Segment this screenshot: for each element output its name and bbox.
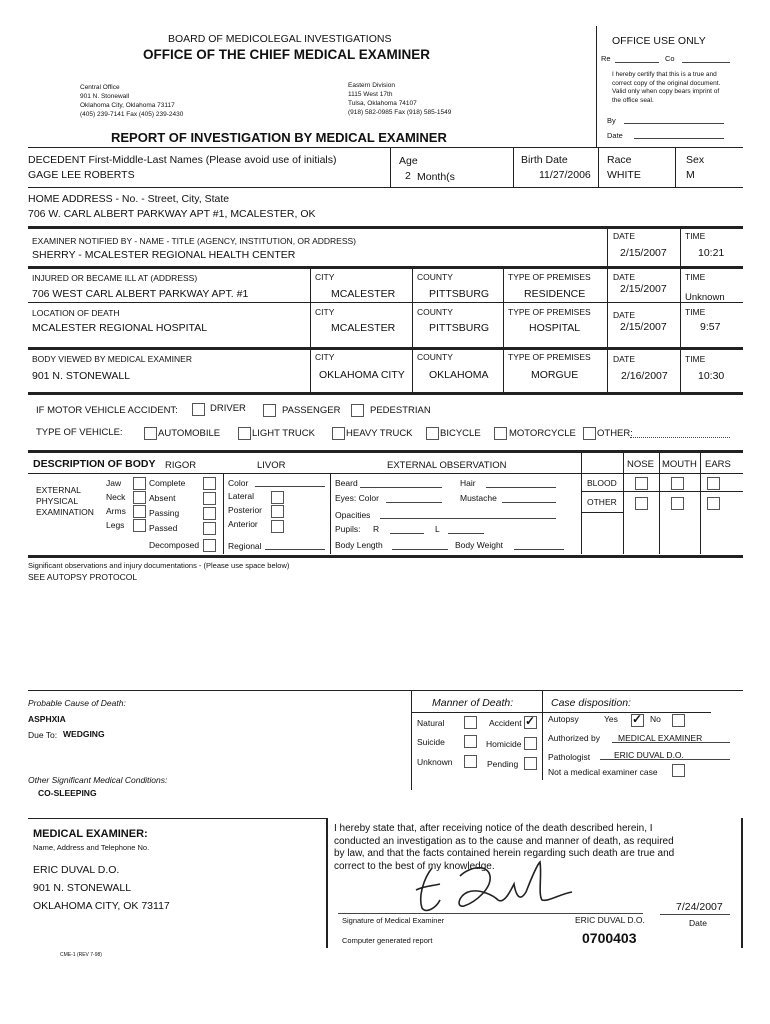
race: WHITE: [607, 169, 641, 181]
signature-name: ERIC DUVAL D.O.: [575, 915, 645, 925]
body-viewed-address: 901 N. STONEWALL: [32, 370, 131, 382]
rigor-jaw-checkbox[interactable]: [133, 477, 146, 490]
birth-date: 11/27/2006: [539, 169, 591, 181]
pedestrian-label: PEDESTRIAN: [370, 405, 431, 416]
eastern-division-address: Eastern Division 1115 West 17th Tulsa, Oklahoma 74107 (918) 582-0985 Fax (918) 585-1549: [348, 82, 452, 116]
notified-label: EXAMINER NOTIFIED BY - NAME - TITLE (AGENCY, INSTITUTION, OR ADDRESS): [32, 236, 356, 246]
other-vehicle-label: OTHER:: [597, 428, 633, 439]
date-label: Date: [607, 131, 623, 140]
autopsy-yes-check-mark: ✓: [632, 712, 643, 726]
sex: M: [686, 169, 695, 181]
viewed-county: OKLAHOMA: [429, 369, 489, 381]
certification-date-label: Date: [689, 918, 707, 928]
external-observation-label: EXTERNAL OBSERVATION: [387, 460, 507, 471]
rigor-passed: Passed: [149, 523, 178, 533]
pending-checkbox[interactable]: [524, 757, 537, 770]
livor-posterior: Posterior: [228, 505, 263, 515]
central-office-address: Central Office 901 N. Stonewall Oklahoma City, Oklahoma 73117 (405) 239-7141 Fax (405) 239-2430: [80, 84, 184, 118]
viewed-county-label: COUNTY: [417, 352, 453, 362]
other-fluid-label: OTHER: [587, 497, 617, 507]
injured-city: MCALESTER: [331, 288, 396, 300]
injured-county: PITTSBURG: [429, 288, 490, 300]
notified-date: 2/15/2007: [620, 247, 667, 259]
manner-natural: Natural: [417, 718, 445, 728]
autopsy-no-checkbox[interactable]: [672, 714, 685, 727]
not-me-case-label: Not a medical examiner case: [548, 767, 658, 777]
complete-checkbox[interactable]: [203, 477, 216, 490]
home-address-label: HOME ADDRESS - No. - Street, City, State: [28, 193, 230, 205]
age-value: 2: [405, 170, 411, 182]
death-premises: HOSPITAL: [529, 322, 581, 334]
death-time: 9:57: [700, 321, 721, 333]
mouth-label: MOUTH: [662, 459, 697, 470]
rigor-passing: Passing: [149, 508, 180, 518]
rigor-neck: Neck: [106, 492, 126, 502]
death-city: MCALESTER: [331, 322, 396, 334]
injured-date: 2/15/2007: [620, 283, 667, 295]
decomposed-checkbox[interactable]: [203, 539, 216, 552]
obs-opacities: Opacities: [335, 510, 371, 520]
report-title: REPORT OF INVESTIGATION BY MEDICAL EXAMINER: [111, 130, 447, 145]
bicycle-label: BICYCLE: [440, 428, 481, 439]
authorized-by-label: Authorized by: [548, 733, 600, 743]
rigor-arms: Arms: [106, 506, 126, 516]
rigor-legs: Legs: [106, 520, 125, 530]
other-conditions-label: Other Significant Medical Conditions:: [28, 775, 168, 785]
age-label: Age: [399, 155, 418, 167]
notified-value: SHERRY - MCALESTER REGIONAL HEALTH CENTER: [32, 249, 296, 261]
medical-examiner-subtitle: Name, Address and Telephone No.: [33, 843, 150, 852]
autopsy-no-label: No: [650, 714, 661, 724]
viewed-time: 10:30: [698, 370, 725, 382]
passenger-checkbox[interactable]: [263, 404, 276, 417]
due-to-label: Due To:: [28, 730, 58, 740]
passenger-label: PASSENGER: [282, 405, 341, 416]
unknown-checkbox[interactable]: [464, 755, 477, 768]
rigor-neck-checkbox[interactable]: [133, 491, 146, 504]
viewed-time-label: TIME: [685, 354, 706, 364]
ears-label: EARS: [705, 459, 731, 470]
manner-accident: Accident: [489, 718, 522, 728]
light-truck-label: LIGHT TRUCK: [252, 428, 315, 439]
nose-blood-checkbox[interactable]: [635, 477, 648, 490]
autopsy-yes-label: Yes: [604, 714, 618, 724]
livor-anterior: Anterior: [228, 519, 258, 529]
signature-label: Signature of Medical Examiner: [342, 916, 445, 925]
probable-cause: ASPHXIA: [28, 714, 66, 724]
blood-label: BLOOD: [587, 478, 617, 488]
office-use-title: OFFICE USE ONLY: [612, 35, 706, 47]
bicycle-checkbox[interactable]: [426, 427, 439, 440]
heavy-truck-label: HEAVY TRUCK: [346, 428, 413, 439]
death-date: 2/15/2007: [620, 321, 667, 333]
natural-checkbox[interactable]: [464, 716, 477, 729]
motorcycle-label: MOTORCYCLE: [509, 428, 576, 439]
injured-label: INJURED OR BECAME ILL AT (ADDRESS): [32, 273, 198, 283]
signature-image: [410, 856, 580, 918]
injured-premises: RESIDENCE: [524, 288, 586, 300]
manner-suicide: Suicide: [417, 737, 445, 747]
heavy-truck-checkbox[interactable]: [332, 427, 345, 440]
decedent-name-label: DECEDENT First-Middle-Last Names (Please avoid use of initials): [28, 154, 337, 166]
vehicle-accident-label: IF MOTOR VEHICLE ACCIDENT:: [36, 405, 178, 416]
autopsy-label: Autopsy: [548, 714, 579, 724]
medical-examiner-name: ERIC DUVAL D.O.: [33, 864, 120, 876]
injured-county-label: COUNTY: [417, 272, 453, 282]
form-id: CME-1 (REV 7-98): [60, 952, 102, 958]
viewed-date-label: DATE: [613, 354, 636, 364]
injured-premises-label: TYPE OF PREMISES: [508, 272, 591, 282]
automobile-checkbox[interactable]: [144, 427, 157, 440]
pathologist-label: Pathologist: [548, 752, 591, 762]
co-label: Co: [665, 54, 675, 63]
posterior-checkbox[interactable]: [271, 505, 284, 518]
pedestrian-checkbox[interactable]: [351, 404, 364, 417]
obs-eye-color: Eyes: Color: [335, 493, 379, 503]
obs-pupil-left: L: [435, 524, 440, 534]
obs-body-length: Body Length: [335, 540, 383, 550]
rigor-label: RIGOR: [165, 460, 197, 471]
other-conditions: CO-SLEEPING: [38, 788, 97, 798]
body-viewed-label: BODY VIEWED BY MEDICAL EXAMINER: [32, 354, 192, 364]
livor-label: LIVOR: [257, 460, 286, 471]
mouth-other-checkbox[interactable]: [671, 497, 684, 510]
probable-cause-label: Probable Cause of Death:: [28, 698, 126, 708]
suicide-checkbox[interactable]: [464, 735, 477, 748]
driver-label: DRIVER: [210, 403, 246, 414]
ears-blood-checkbox[interactable]: [707, 477, 720, 490]
viewed-date: 2/16/2007: [621, 370, 668, 382]
medical-examiner-address2: OKLAHOMA CITY, OK 73117: [33, 900, 170, 912]
injured-time: Unknown: [685, 292, 725, 303]
decedent-name: GAGE LEE ROBERTS: [28, 169, 135, 181]
manner-title: Manner of Death:: [432, 697, 514, 709]
vehicle-type-label: TYPE OF VEHICLE:: [36, 427, 123, 438]
disposition-title: Case disposition:: [551, 697, 631, 709]
obs-beard: Beard: [335, 478, 358, 488]
nose-label: NOSE: [627, 459, 654, 470]
anterior-checkbox[interactable]: [271, 520, 284, 533]
obs-pupil-right: R: [373, 524, 380, 534]
rigor-complete: Complete: [149, 478, 186, 488]
obs-pupils: Pupils:: [335, 524, 361, 534]
other-vehicle-checkbox[interactable]: [583, 427, 596, 440]
viewed-city: OKLAHOMA CITY: [319, 369, 405, 381]
mouth-blood-checkbox[interactable]: [671, 477, 684, 490]
authorized-by: MEDICAL EXAMINER: [618, 733, 703, 743]
medical-examiner-title: MEDICAL EXAMINER:: [33, 828, 148, 840]
due-to: WEDGING: [63, 729, 105, 739]
injured-time-label: TIME: [685, 272, 706, 282]
re-label: Re: [601, 54, 611, 63]
rigor-arms-checkbox[interactable]: [133, 505, 146, 518]
rigor-jaw: Jaw: [106, 478, 122, 488]
livor-lateral: Lateral: [228, 491, 254, 501]
death-location-label: LOCATION OF DEATH: [32, 308, 120, 318]
lateral-checkbox[interactable]: [271, 491, 284, 504]
viewed-premises-label: TYPE OF PREMISES: [508, 352, 591, 362]
rigor-legs-checkbox[interactable]: [133, 519, 146, 532]
case-number: 0700403: [582, 930, 637, 946]
injured-city-label: CITY: [315, 272, 335, 282]
light-truck-checkbox[interactable]: [238, 427, 251, 440]
certification-text: I hereby state that, after receiving notice of the death described herein, I conducted an investigation as to the cause and manner of death, as required by law, and that the facts contained herein regarding such death are true and correct to the best of my knowledge.: [334, 823, 675, 872]
pathologist: ERIC DUVAL D.O.: [614, 750, 684, 760]
obs-hair: Hair: [460, 478, 476, 488]
passed-checkbox[interactable]: [203, 522, 216, 535]
medical-examiner-address1: 901 N. STONEWALL: [33, 882, 132, 894]
ears-other-checkbox[interactable]: [707, 497, 720, 510]
death-time-label: TIME: [685, 307, 706, 317]
certify-copy-text: I hereby certify that this is a true and correct copy of the original document. Valid only when copy bears imprint of the office seal.: [612, 71, 721, 104]
livor-color: Color: [228, 478, 249, 488]
sex-label: Sex: [686, 154, 705, 166]
death-county-label: COUNTY: [417, 307, 453, 317]
observations-label: Significant observations and injury documentations - (Please use space below): [28, 561, 290, 570]
body-description-title: DESCRIPTION OF BODY: [33, 458, 156, 470]
notified-time-label: TIME: [685, 231, 706, 241]
death-county: PITTSBURG: [429, 322, 490, 334]
automobile-label: AUTOMOBILE: [158, 428, 221, 439]
external-physical-examination: EXTERNAL PHYSICAL EXAMINATION: [36, 485, 94, 517]
birth-date-label: Birth Date: [521, 154, 568, 166]
not-me-case-checkbox[interactable]: [672, 764, 685, 777]
livor-regional: Regional: [228, 541, 262, 551]
certification-date: 7/24/2007: [676, 901, 723, 913]
injured-date-label: DATE: [613, 272, 636, 282]
rigor-decomposed: Decomposed: [149, 540, 200, 550]
death-city-label: CITY: [315, 307, 335, 317]
viewed-city-label: CITY: [315, 352, 335, 362]
obs-mustache: Mustache: [460, 493, 497, 503]
accident-check-mark: ✓: [525, 714, 536, 728]
passing-checkbox[interactable]: [203, 507, 216, 520]
manner-unknown: Unknown: [417, 757, 453, 767]
obs-body-weight: Body Weight: [455, 540, 504, 550]
home-address: 706 W. CARL ALBERT PARKWAY APT #1, MCALESTER, OK: [28, 208, 316, 220]
viewed-premises: MORGUE: [531, 369, 579, 381]
manner-pending: Pending: [487, 759, 519, 769]
rigor-absent: Absent: [149, 493, 176, 503]
absent-checkbox[interactable]: [203, 492, 216, 505]
driver-checkbox[interactable]: [192, 403, 205, 416]
by-label: By: [607, 116, 616, 125]
death-premises-label: TYPE OF PREMISES: [508, 307, 591, 317]
death-location-address: MCALESTER REGIONAL HOSPITAL: [32, 322, 208, 334]
office-name: OFFICE OF THE CHIEF MEDICAL EXAMINER: [143, 47, 431, 62]
notified-date-label: DATE: [613, 231, 636, 241]
notified-time: 10:21: [698, 247, 725, 259]
computer-generated-label: Computer generated report: [342, 936, 433, 945]
injured-address: 706 WEST CARL ALBERT PARKWAY APT. #1: [32, 288, 249, 300]
observations-value: SEE AUTOPSY PROTOCOL: [28, 572, 138, 582]
race-label: Race: [607, 154, 632, 166]
age-unit: Month(s: [417, 171, 455, 183]
board-name: BOARD OF MEDICOLEGAL INVESTIGATIONS: [168, 33, 392, 45]
nose-other-checkbox[interactable]: [635, 497, 648, 510]
death-date-label: DATE: [613, 310, 636, 320]
manner-homicide: Homicide: [486, 739, 522, 749]
homicide-checkbox[interactable]: [524, 737, 537, 750]
motorcycle-checkbox[interactable]: [494, 427, 507, 440]
